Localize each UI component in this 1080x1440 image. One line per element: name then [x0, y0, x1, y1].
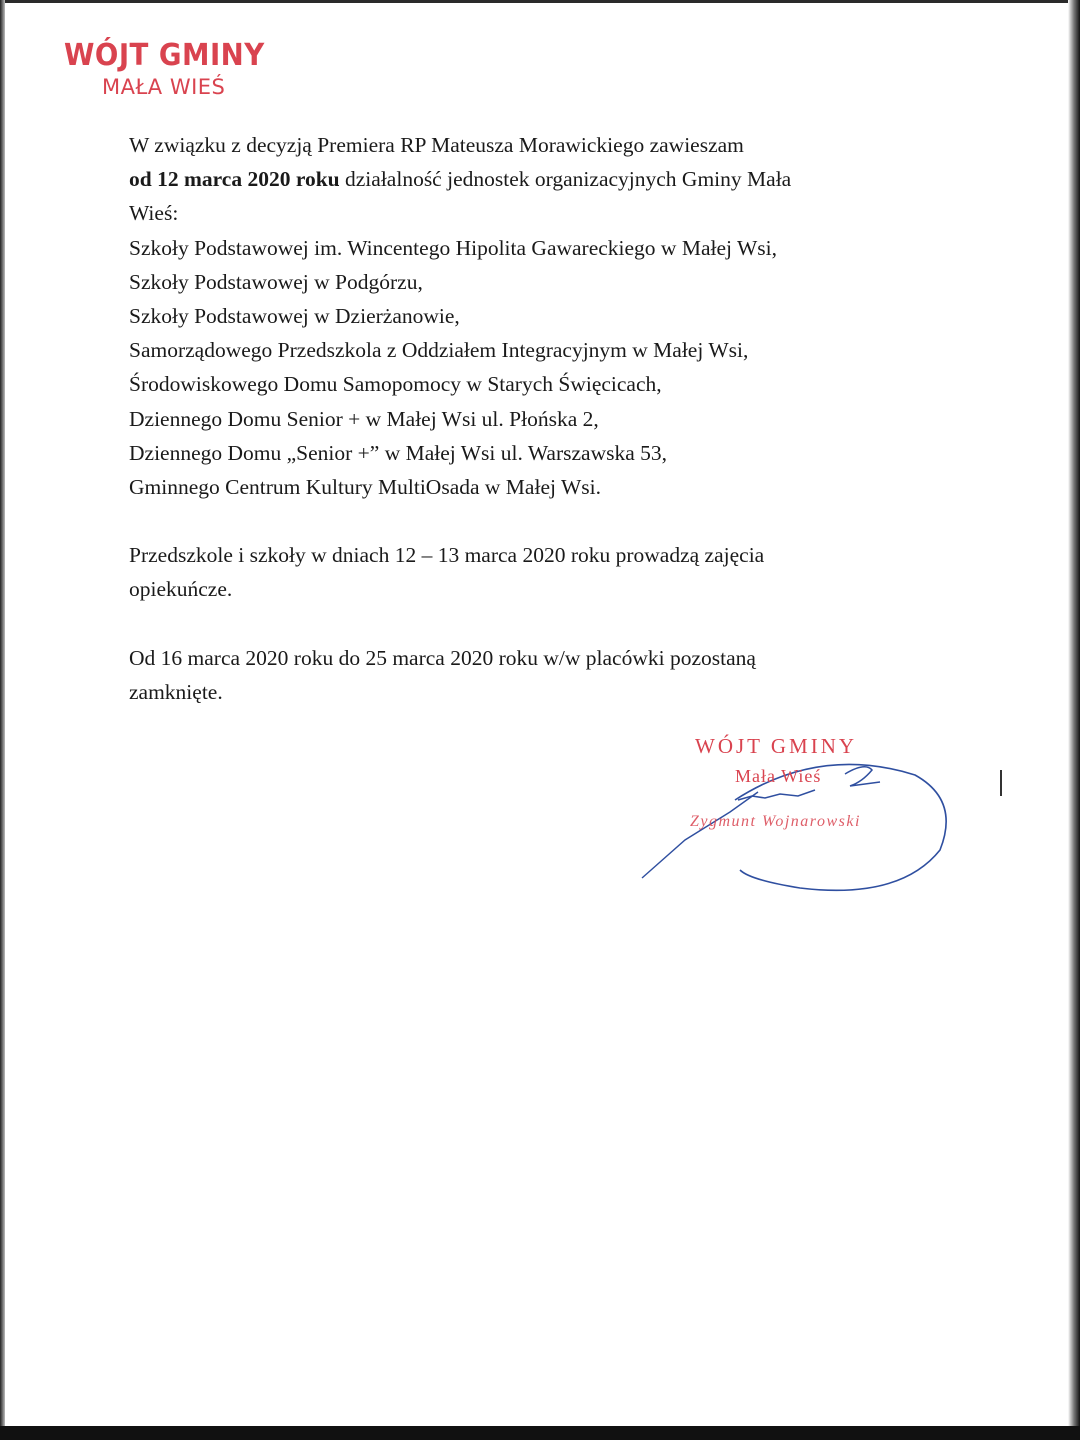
- signature-stamp-subtitle: Mała Wieś: [735, 766, 822, 786]
- signature-stamp-title: WÓJT GMINY: [695, 734, 858, 758]
- header-stamp-title: WÓJT GMINY: [64, 38, 265, 73]
- unit-item: Dziennego Domu „Senior +” w Małej Wsi ul. Warszawska 53,: [129, 440, 668, 465]
- scan-edge-bottom: [0, 1426, 1080, 1440]
- scan-edge-left: [0, 0, 5, 1440]
- intro-line: [129, 162, 929, 196]
- scan-edge-right: [1068, 0, 1080, 1440]
- document-body: [129, 128, 929, 709]
- header-stamp: [64, 38, 282, 99]
- unit-item: Szkoły Podstawowej im. Wincentego Hipolita Gawareckiego w Małej Wsi,: [129, 235, 777, 260]
- unit-item: Dziennego Domu Senior + w Małej Wsi ul. Płońska 2,: [129, 406, 599, 431]
- intro-rest: działalność jednostek organizacyjnych Gminy Mała: [339, 167, 792, 192]
- closure-paragraph-line: zamknięte.: [129, 679, 223, 704]
- care-paragraph-line: opiekuńcze.: [129, 577, 233, 602]
- intro-line: W związku z decyzją Premiera RP Mateusza Morawickiego zawieszam: [129, 133, 744, 157]
- intro-line: Wieś:: [129, 201, 179, 226]
- signatory-name: Zygmunt Wojnarowski: [690, 813, 861, 830]
- unit-item: Samorządowego Przedszkola z Oddziałem Integracyjnym w Małej Wsi,: [129, 338, 749, 363]
- unit-item: Środowiskowego Domu Samopomocy w Starych Święcicach,: [129, 372, 662, 397]
- unit-item: Szkoły Podstawowej w Dzierżanowie,: [129, 304, 460, 329]
- closure-paragraph-line: Od 16 marca 2020 roku do 25 marca 2020 roku w/w placówki pozostaną: [129, 645, 756, 670]
- header-stamp-subtitle: MAŁA WIEŚ: [102, 75, 226, 99]
- effective-date: od 12 marca 2020 roku: [129, 167, 340, 192]
- unit-item: Szkoły Podstawowej w Podgórzu,: [129, 269, 423, 294]
- scan-edge-top: [0, 0, 1080, 3]
- scan-mark: [1000, 770, 1002, 796]
- signature-block: [640, 730, 970, 900]
- unit-item: Gminnego Centrum Kultury MultiOsada w Małej Wsi.: [129, 475, 601, 500]
- care-paragraph-line: Przedszkole i szkoły w dniach 12 – 13 marca 2020 roku prowadzą zajęcia: [129, 543, 765, 568]
